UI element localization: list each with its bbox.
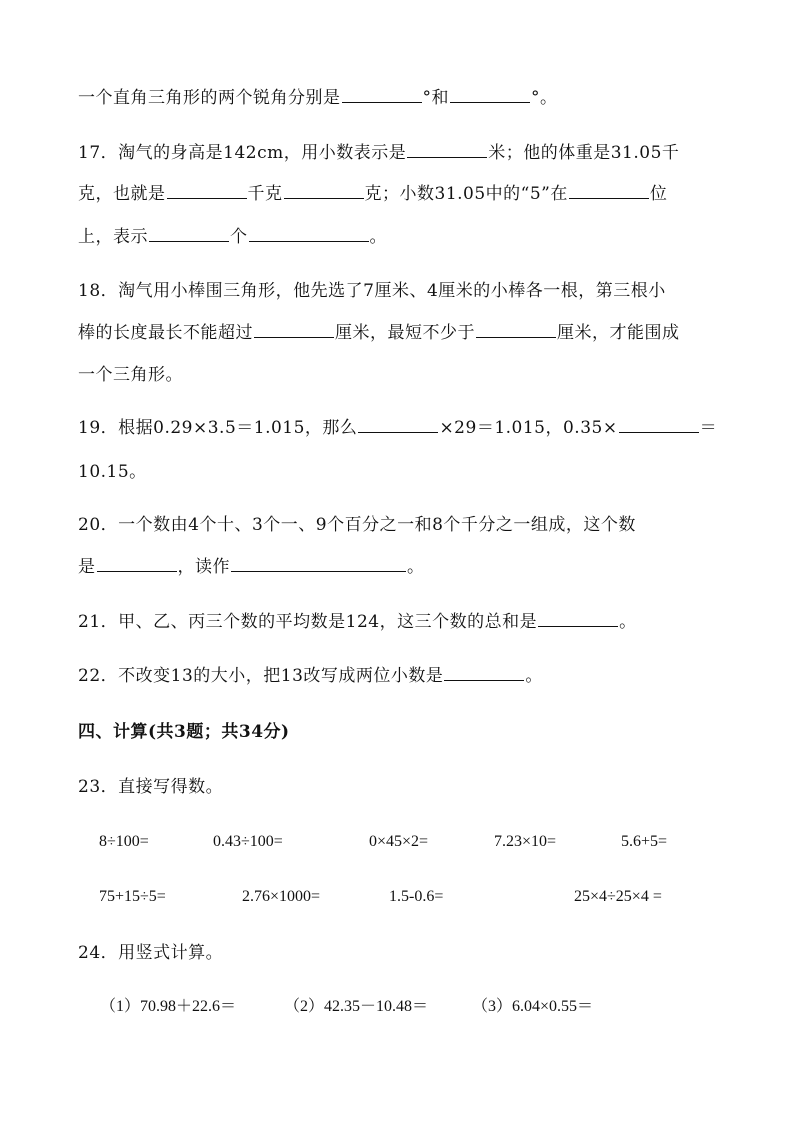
q18-text: 厘米，最短不少于	[335, 323, 475, 343]
q16-text-2: °和	[422, 88, 449, 108]
answer-blank[interactable]	[444, 664, 524, 681]
q20-text: 。	[407, 557, 425, 577]
q17-text: 米；他的体重是31.05千	[488, 143, 680, 163]
vertical-calc-item: （1）70.98＋22.6＝	[100, 998, 237, 1015]
q17-text: 个	[230, 227, 248, 247]
calc-item: 2.76×1000=	[242, 888, 321, 905]
question-18-line-1: 18．淘气用小棒围三角形，他先选了7厘米、4厘米的小棒各一根，第三根小	[78, 281, 666, 301]
answer-blank[interactable]	[97, 555, 177, 572]
answer-blank[interactable]	[358, 416, 438, 433]
q22-text: 。	[525, 666, 543, 686]
answer-blank[interactable]	[249, 225, 369, 242]
question-17-line-1	[78, 141, 724, 165]
calc-item: 1.5-0.6=	[389, 888, 444, 905]
question-18-line-3: 一个三角形。	[78, 365, 183, 385]
answer-blank[interactable]	[407, 141, 487, 158]
question-17-line-3	[78, 225, 724, 249]
vertical-calc-item: （3）6.04×0.55＝	[472, 998, 594, 1015]
q18-text: 厘米，才能围成	[557, 323, 680, 343]
question-16-line	[78, 86, 724, 110]
question-19-line-1	[78, 416, 724, 440]
q16-text-3: °。	[531, 88, 558, 108]
question-20-line-2	[78, 555, 724, 579]
q21-text: 。	[619, 612, 637, 632]
question-17-line-2	[78, 182, 724, 206]
calc-item: 7.23×10=	[494, 833, 557, 850]
answer-blank[interactable]	[538, 610, 618, 627]
q17-text: 克；小数31.05中的“5”在	[364, 184, 568, 204]
q19-text: 19．根据0.29×3.5＝1.015，那么	[78, 418, 358, 438]
question-23-prompt: 23．直接写得数。	[78, 777, 224, 797]
calc-item: 25×4÷25×4 =	[574, 888, 662, 905]
answer-blank[interactable]	[342, 86, 422, 103]
answer-blank[interactable]	[254, 321, 334, 338]
question-18-line-2	[78, 321, 724, 345]
q17-text: 位	[649, 184, 668, 204]
calc-item: 8÷100=	[99, 833, 149, 850]
q17-text: 克，也就是	[78, 184, 166, 204]
q19-text: ＝	[699, 418, 718, 438]
q22-text: 22．不改变13的大小，把13改写成两位小数是	[78, 666, 444, 686]
section-heading: 四、计算(共3题；共34分)	[78, 722, 290, 742]
answer-blank[interactable]	[450, 86, 530, 103]
calc-item: 0×45×2=	[369, 833, 429, 850]
question-21-line	[78, 610, 724, 634]
answer-blank[interactable]	[569, 182, 649, 199]
q16-text-1: 一个直角三角形的两个锐角分别是	[78, 88, 341, 108]
q17-text: 。	[369, 227, 387, 247]
answer-blank[interactable]	[231, 555, 406, 572]
q20-text: 是	[78, 557, 96, 577]
answer-blank[interactable]	[619, 416, 699, 433]
q17-text: 千克	[247, 184, 283, 204]
question-19-line-2: 10.15。	[78, 462, 147, 482]
vertical-calc-item: （2）42.35－10.48＝	[284, 998, 429, 1015]
calc-item: 0.43÷100=	[213, 833, 283, 850]
q19-text: ×29＝1.015，0.35×	[439, 418, 618, 438]
calc-item: 75+15÷5=	[99, 888, 166, 905]
q21-text: 21．甲、乙、丙三个数的平均数是124，这三个数的总和是	[78, 612, 538, 632]
q17-text: 上，表示	[78, 227, 148, 247]
q17-text: 17．淘气的身高是142cm，用小数表示是	[78, 143, 407, 163]
calc-item: 5.6+5=	[621, 833, 668, 850]
answer-blank[interactable]	[284, 182, 364, 199]
answer-blank[interactable]	[149, 225, 229, 242]
question-24-prompt: 24．用竖式计算。	[78, 943, 224, 963]
q18-text: 棒的长度最长不能超过	[78, 323, 253, 343]
q20-text: ，读作	[177, 557, 230, 577]
answer-blank[interactable]	[167, 182, 247, 199]
answer-blank[interactable]	[476, 321, 556, 338]
question-22-line	[78, 664, 724, 688]
question-20-line-1: 20．一个数由4个十、3个一、9个百分之一和8个千分之一组成，这个数	[78, 515, 636, 535]
